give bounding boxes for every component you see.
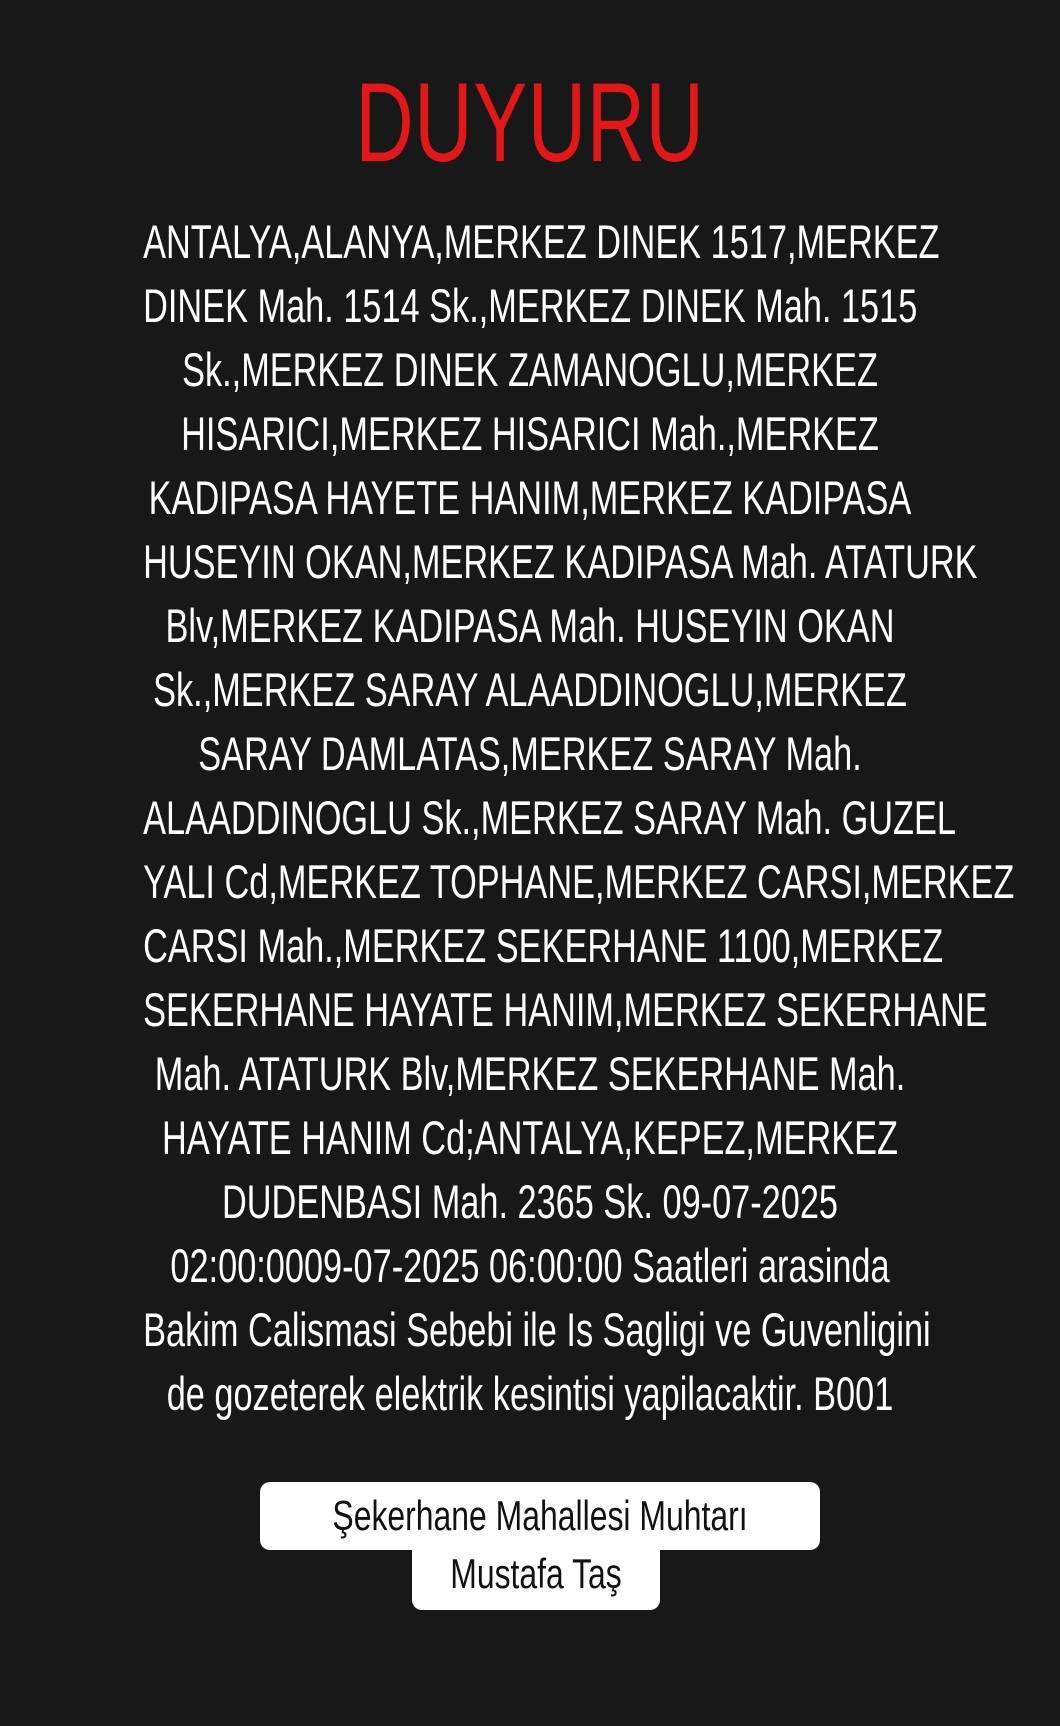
- announcement-line: ALAADDINOGLU Sk.,MERKEZ SARAY Mah. GUZEL: [143, 791, 956, 844]
- announcement-line: DUDENBASI Mah. 2365 Sk. 09-07-2025: [221, 1175, 838, 1228]
- announcement-line: Blv,MERKEZ KADIPASA Mah. HUSEYIN OKAN: [165, 599, 895, 652]
- announcement-line: 02:00:0009-07-2025 06:00:00 Saatleri arasinda: [170, 1239, 890, 1292]
- credit-line-name: [412, 1540, 660, 1610]
- credit-name-text: Mustafa Taş: [450, 1550, 622, 1597]
- announcement-line: SEKERHANE HAYATE HANIM,MERKEZ SEKERHANE: [143, 983, 988, 1036]
- announcement-line: SARAY DAMLATAS,MERKEZ SARAY Mah.: [198, 727, 862, 780]
- credit-caption: [0, 1478, 1060, 1638]
- announcement-line: KADIPASA HAYETE HANIM,MERKEZ KADIPASA: [148, 471, 912, 524]
- announcement-line: HAYATE HANIM Cd;ANTALYA,KEPEZ,MERKEZ: [162, 1111, 898, 1164]
- announcement-line: HISARICI,MERKEZ HISARICI Mah.,MERKEZ: [181, 407, 879, 460]
- announcement-line: Mah. ATATURK Blv,MERKEZ SEKERHANE Mah.: [154, 1047, 906, 1100]
- announcement-line: Sk.,MERKEZ DINEK ZAMANOGLU,MERKEZ: [182, 343, 878, 396]
- announcement-title: DUYURU: [355, 60, 705, 185]
- announcement-line: HUSEYIN OKAN,MERKEZ KADIPASA Mah. ATATURK: [143, 535, 978, 588]
- announcement-line: de gozeterek elektrik kesintisi yapilacaktir. B001: [166, 1367, 894, 1420]
- announcement-line: DINEK Mah. 1514 Sk.,MERKEZ DINEK Mah. 1515: [143, 279, 918, 332]
- announcement-line: Sk.,MERKEZ SARAY ALAADDINOGLU,MERKEZ: [153, 663, 907, 716]
- announcement-body: [0, 210, 1060, 1426]
- announcement-line: YALI Cd,MERKEZ TOPHANE,MERKEZ CARSI,MERKEZ: [143, 855, 1015, 908]
- announcement-line: CARSI Mah.,MERKEZ SEKERHANE 1100,MERKEZ: [143, 919, 944, 972]
- announcement-line: Bakim Calismasi Sebebi ile Is Sagligi ve Guvenligini: [143, 1303, 931, 1356]
- announcement-line: ANTALYA,ALANYA,MERKEZ DINEK 1517,MERKEZ: [143, 215, 940, 268]
- credit-title-text: Şekerhane Mahallesi Muhtarı: [332, 1492, 748, 1539]
